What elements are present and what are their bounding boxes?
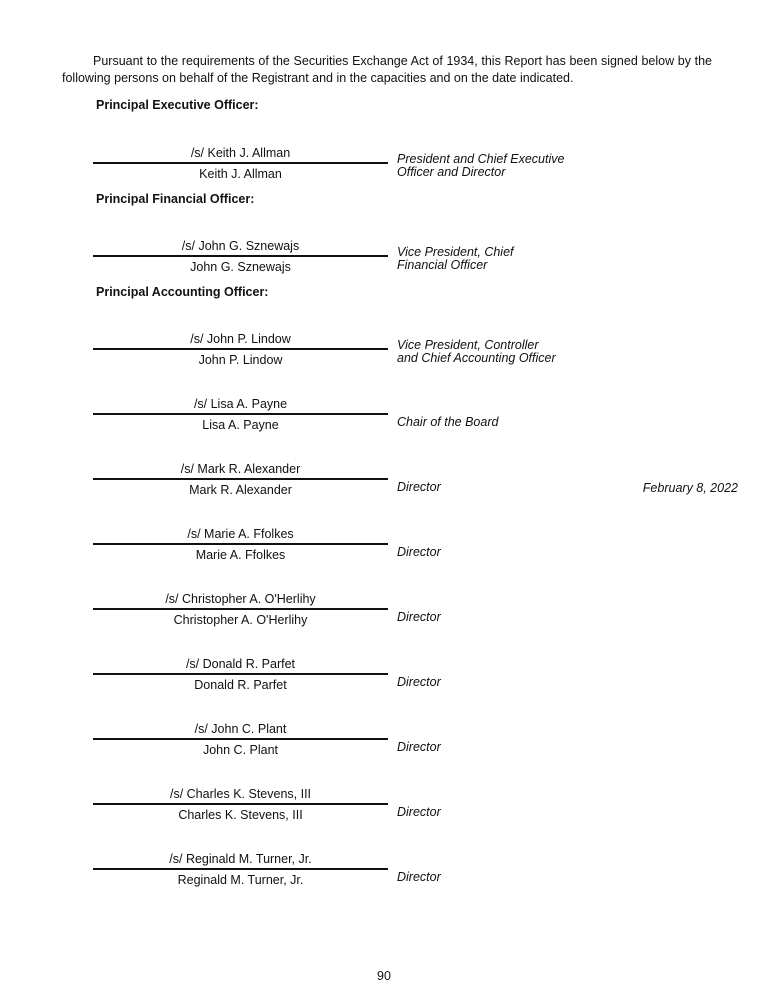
page-number: 90 [377, 969, 391, 983]
signer-title-sznewajs [397, 246, 514, 272]
signer-title-lindow [397, 339, 556, 365]
heading-principal-financial-officer: Principal Financial Officer: [96, 192, 255, 206]
signer-name: Christopher A. O'Herlihy [173, 613, 308, 627]
signer-name: Reginald M. Turner, Jr. [177, 873, 304, 887]
signature-rule [93, 478, 388, 480]
signature-line: /s/ John C. Plant [194, 722, 287, 736]
signature-block-stevens [93, 787, 388, 822]
title-line-2: Financial Officer [397, 258, 488, 272]
signature-line: /s/ John P. Lindow [190, 332, 291, 346]
heading-principal-accounting-officer: Principal Accounting Officer: [96, 285, 269, 299]
title-line-1: Vice President, Controller [397, 338, 539, 352]
signature-block-sznewajs [93, 239, 388, 274]
signer-name: Keith J. Allman [199, 167, 282, 181]
signer-name: John C. Plant [202, 743, 279, 757]
signature-line: /s/ Donald R. Parfet [185, 657, 296, 671]
signature-line: /s/ Charles K. Stevens, III [169, 787, 312, 801]
signature-block-allman [93, 146, 388, 181]
intro-text: Pursuant to the requirements of the Securities Exchange Act of 1934, this Report has been signed below by the following persons on behalf of the Registrant and in the capacities and on the date indicated. [62, 54, 712, 85]
signature-block-ffolkes [93, 527, 388, 562]
title-line-1: Vice President, Chief [397, 245, 514, 259]
signature-line: /s/ Keith J. Allman [190, 146, 291, 160]
signer-name: Mark R. Alexander [189, 483, 292, 497]
signature-rule [93, 162, 388, 164]
signer-title-alexander: Director [397, 480, 441, 494]
title-line-2: and Chief Accounting Officer [397, 351, 556, 365]
intro-paragraph [62, 53, 712, 87]
signer-name: Lisa A. Payne [202, 418, 279, 432]
signature-block-alexander [93, 462, 388, 497]
signature-block-oherlihy [93, 592, 388, 627]
signature-line: /s/ John G. Sznewajs [181, 239, 300, 253]
signer-name: John P. Lindow [198, 353, 283, 367]
signer-title-stevens: Director [397, 805, 441, 819]
signature-rule [93, 738, 388, 740]
title-line-2: Officer and Director [397, 165, 506, 179]
signature-line: /s/ Marie A. Ffolkes [187, 527, 294, 541]
signature-line: /s/ Mark R. Alexander [180, 462, 301, 476]
signer-title-turner: Director [397, 870, 441, 884]
signer-title-payne: Chair of the Board [397, 415, 499, 429]
signature-block-lindow [93, 332, 388, 367]
signer-title-plant: Director [397, 740, 441, 754]
signature-rule [93, 608, 388, 610]
signer-name: Charles K. Stevens, III [178, 808, 303, 822]
signing-date: February 8, 2022 [642, 481, 738, 495]
signature-rule [93, 348, 388, 350]
signature-block-parfet [93, 657, 388, 692]
signer-name: John G. Sznewajs [190, 260, 291, 274]
signature-rule [93, 803, 388, 805]
signer-title-ffolkes: Director [397, 545, 441, 559]
signature-rule [93, 673, 388, 675]
signature-rule [93, 255, 388, 257]
signature-line: /s/ Reginald M. Turner, Jr. [169, 852, 312, 866]
signer-name: Marie A. Ffolkes [195, 548, 286, 562]
signer-title-parfet: Director [397, 675, 441, 689]
signature-block-plant [93, 722, 388, 757]
signer-name: Donald R. Parfet [194, 678, 287, 692]
heading-principal-executive-officer: Principal Executive Officer: [96, 98, 259, 112]
signer-title-oherlihy: Director [397, 610, 441, 624]
signature-rule [93, 868, 388, 870]
signature-line: /s/ Lisa A. Payne [193, 397, 288, 411]
signature-line: /s/ Christopher A. O'Herlihy [165, 592, 316, 606]
signature-rule [93, 543, 388, 545]
signature-block-turner [93, 852, 388, 887]
title-line-1: President and Chief Executive [397, 152, 565, 166]
signature-block-payne [93, 397, 388, 432]
signature-rule [93, 413, 388, 415]
signer-title-allman [397, 153, 564, 179]
